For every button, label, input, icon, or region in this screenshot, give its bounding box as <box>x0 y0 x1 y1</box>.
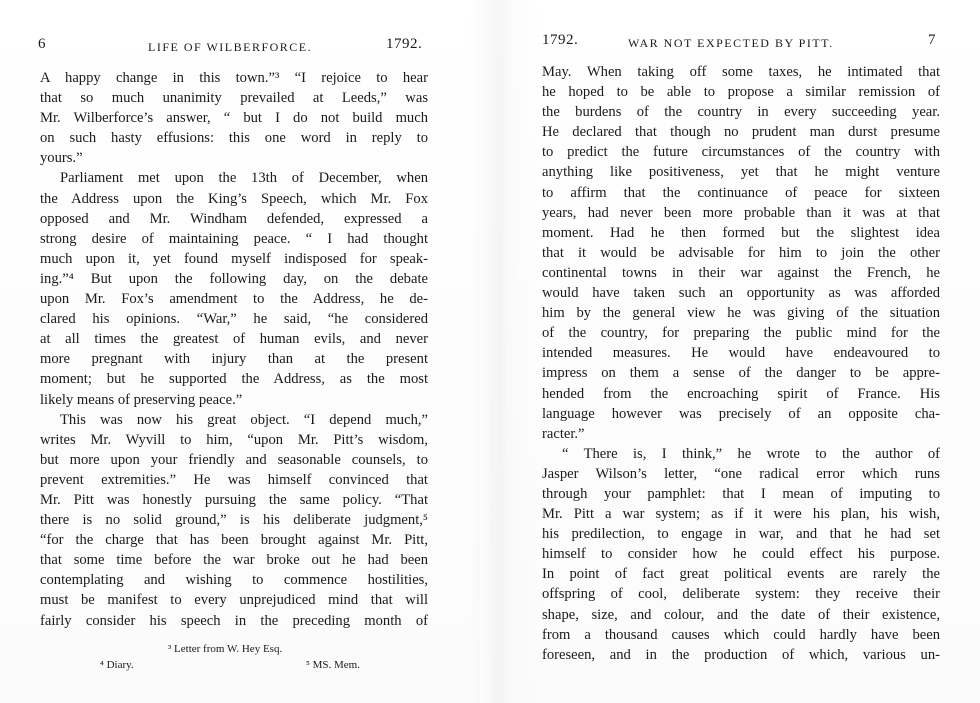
text-line: Parliament met upon the 13th of December, when <box>60 170 428 187</box>
text-line: his predilection, to engage in war, and that he had set <box>542 526 940 543</box>
text-line: but more upon your friendly and seasonable counsels, to <box>40 451 428 468</box>
left-footnotes <box>100 642 430 682</box>
right-page-number: 7 <box>928 32 936 48</box>
footnote-4: ⁴ Diary. <box>100 659 134 671</box>
text-line: to predict the future circumstances of the country with <box>542 144 940 161</box>
text-line: “for the charge that has been brought against Mr. Pitt, <box>40 532 428 549</box>
footnote-3: ³ Letter from W. Hey Esq. <box>168 643 283 655</box>
left-running-head <box>38 36 438 58</box>
text-line: foreseen, and in the production of which, various un- <box>542 646 940 663</box>
text-line: that some time before the war broke out he had been <box>40 552 428 569</box>
left-page <box>0 0 480 703</box>
text-line: through your pamphlet: that I mean of imputing to <box>542 485 940 502</box>
left-running-title: LIFE OF WILBERFORCE. <box>148 40 313 54</box>
text-line: language however was precisely of an opposite cha- <box>542 405 940 422</box>
text-line: strong desire of maintaining peace. “ I had thought <box>40 230 428 247</box>
text-line: continental towns in their war against the French, he <box>542 264 940 281</box>
text-line: years, had never been more probable than it was at that <box>542 204 940 221</box>
text-line: Mr. Pitt a war system; as if it were his plan, his wish, <box>542 506 940 523</box>
text-line: much upon it, yet found myself indisposed for speak- <box>40 250 428 267</box>
text-line: writes Mr. Wyvill to him, “upon Mr. Pitt’s wisdom, <box>40 431 428 448</box>
text-line: moment. Had he then formed but the slightest idea <box>542 224 940 241</box>
right-year: 1792. <box>542 32 579 48</box>
text-line: hended from the encroaching spirit of France. His <box>542 385 940 402</box>
text-line: he hoped to be able to propose a similar remission of <box>542 84 940 101</box>
text-line: Mr. Wilberforce’s answer, “ but I do not build much <box>40 110 428 127</box>
text-line: prevent extremities.” He was himself convinced that <box>40 471 428 488</box>
text-line: He declared that though no prudent man durst presume <box>542 124 940 141</box>
text-line: would have taken such an opportunity as was afforded <box>542 285 940 302</box>
text-line: impress on them a sense of the danger to be appre- <box>542 365 940 382</box>
text-line: that it would be advisable for him to join the other <box>542 244 940 261</box>
text-line: shape, size, and colour, and the date of their existence, <box>542 606 940 623</box>
text-line: on such hasty effusions: this one word in reply to <box>40 130 428 147</box>
text-line: must be manifest to every unprejudiced mind that will <box>40 592 428 609</box>
text-line: May. When taking off some taxes, he intimated that <box>542 64 940 80</box>
text-line: the burdens of the country in every succeeding year. <box>542 104 940 121</box>
text-line: from a thousand causes which could hardly have been <box>542 626 940 643</box>
right-body-text <box>542 62 940 665</box>
text-line: This was now his great object. “I depend much,” <box>60 411 428 428</box>
text-line: offspring of cool, deliberate system: they receive their <box>542 586 940 603</box>
text-line: himself to consider how he could effect his purpose. <box>542 546 940 563</box>
text-line: Jasper Wilson’s letter, “one radical error which runs <box>542 465 940 482</box>
text-line: to affirm that the continuance of peace for sixteen <box>542 184 940 201</box>
text-line: In point of fact great political events are rarely the <box>542 566 940 583</box>
left-page-number: 6 <box>38 36 46 52</box>
right-page <box>490 0 980 703</box>
left-body-text <box>40 68 428 631</box>
text-line: Mr. Pitt was honestly pursuing the same policy. “That <box>40 491 428 508</box>
text-line: at all times the greatest of human evils, and never <box>40 331 428 348</box>
text-line: contemplating and wishing to commence hostilities, <box>40 572 428 589</box>
text-line: racter.” <box>542 425 585 442</box>
text-line: more pregnant with injury than at the present <box>40 351 428 368</box>
text-line: of the country, for preparing the public mind for the <box>542 325 940 342</box>
text-line: moment; but he supported the Address, as the most <box>40 371 428 388</box>
text-line: intended measures. He would have endeavoured to <box>542 345 940 362</box>
right-running-title: WAR NOT EXPECTED BY PITT. <box>628 36 834 50</box>
text-line: him by the general view he was giving of the situation <box>542 305 940 322</box>
left-year: 1792. <box>386 36 423 52</box>
right-running-head <box>542 32 940 54</box>
text-line: A happy change in this town.”³ “I rejoice to hear <box>40 70 428 86</box>
text-line: upon Mr. Fox’s amendment to the Address, he de- <box>40 291 428 308</box>
text-line: fairly consider his speech in the preceding month of <box>40 612 428 629</box>
text-line: anything like positiveness, yet that he might venture <box>542 164 940 181</box>
text-line: there is no solid ground,” is his deliberate judgment,⁵ <box>40 512 428 529</box>
text-line: “ There is, I think,” he wrote to the author of <box>562 445 940 462</box>
text-line: ing.”⁴ But upon the following day, on the debate <box>40 270 428 287</box>
text-line: opposed and Mr. Windham defended, expressed a <box>40 210 428 227</box>
text-line: clared his opinions. “War,” he said, “he considered <box>40 311 428 328</box>
text-line: that so much unanimity prevailed at Leeds,” was <box>40 90 428 107</box>
text-line: the Address upon the King’s Speech, which Mr. Fox <box>40 190 428 207</box>
text-line: likely means of preserving peace.” <box>40 391 243 408</box>
text-line: yours.” <box>40 150 83 167</box>
footnote-5: ⁵ MS. Mem. <box>306 659 360 671</box>
